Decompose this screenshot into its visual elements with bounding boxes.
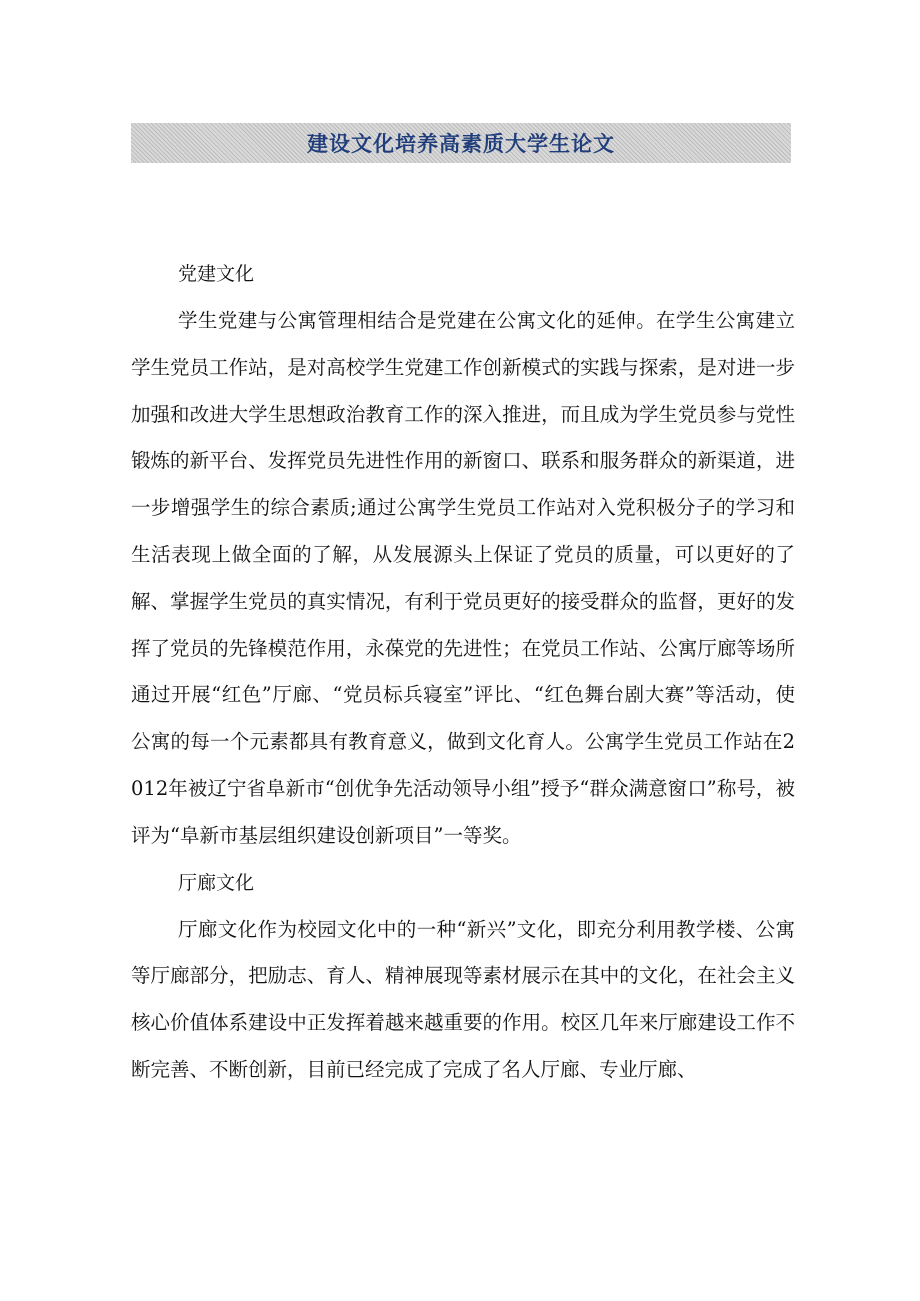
paragraph-corridor-culture: 厅廊文化作为校园文化中的一种“新兴”文化，即充分利用教学楼、公寓等厅廊部分，把励志、育人、精神展现等素材展示在其中的文化，在社会主义核心价值体系建设中正发挥着越来越重要的作用。校区几年来厅廊建设工作不断完善、不断创新，目前已经完成了完成了名人厅廊、专业厅廊、: [131, 917, 795, 1081]
title-banner: [131, 123, 791, 163]
section-heading-corridor-culture: 厅廊文化: [178, 871, 255, 894]
document-body: [131, 251, 795, 1094]
paragraph-party-culture: 学生党建与公寓管理相结合是党建在公寓文化的延伸。在学生公寓建立学生党员工作站，是对高校学生党建工作创新模式的实践与探索，是对进一步加强和改进大学生思想政治教育工作的深入推进，而且成为学生党员参与党性锻炼的新平台、发挥党员先进性作用的新窗口、联系和服务群众的新渠道，进一步增强学生的综合素质;通过公寓学生党员工作站对入党积极分子的学习和生活表现上做全面的了解，从发展源头上保证了党员的质量，可以更好的了解、掌握学生党员的真实情况，有利于党员更好的接受群众的监督，更好的发挥了党员的先锋模范作用，永葆党的先进性；在党员工作站、公寓厅廊等场所通过开展“红色”厅廊、“党员标兵寝室”评比、“红色舞台剧大赛”等活动，使公寓的每一个元素都具有教育意义，做到文化育人。公寓学生党员工作站在2012年被辽宁省阜新市“创优争先活动领导小组”授予“群众满意窗口”称号，被评为“阜新市基层组织建设创新项目”一等奖。: [131, 309, 795, 847]
document-title: 建设文化培养高素质大学生论文: [307, 132, 615, 156]
section-heading-party-culture: 党建文化: [178, 263, 255, 285]
